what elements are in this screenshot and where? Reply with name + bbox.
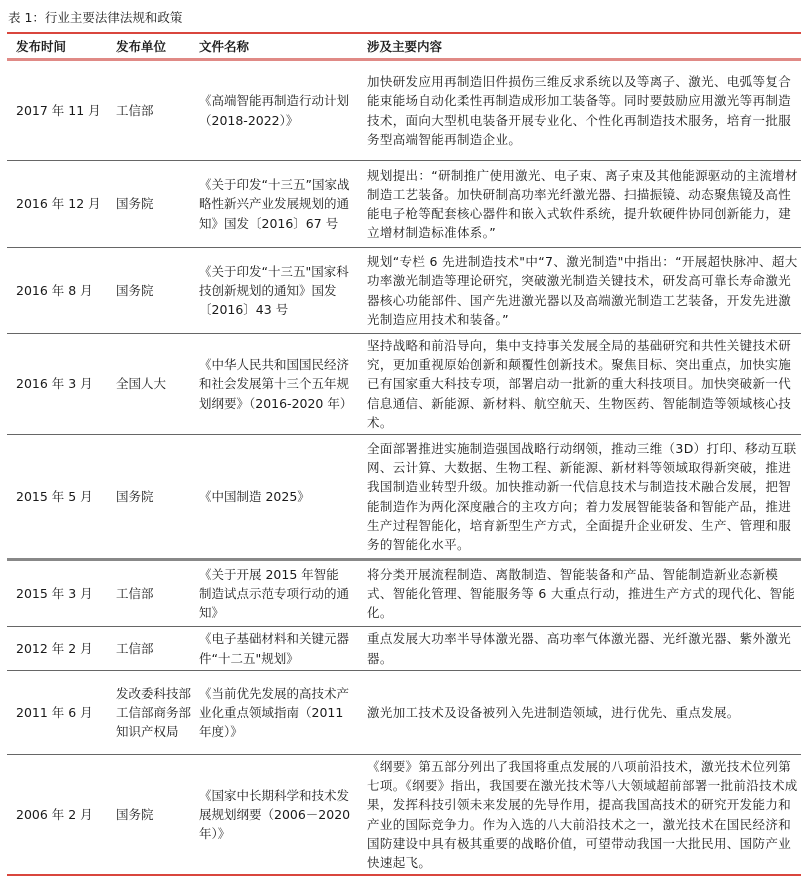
cell-content: 全面部署推进实施制造强国战略行动纲领，推动三维（3D）打印、移动互联网、云计算、大数据、生物工程、新能源、新材料等领域取得新突破，推进我国制造业转型升级。加快推动新一代信息技术与制造技术融合发展，把智能制造作为两化深度融合的主攻方向；着力发展智能装备和智能产品，推进生产过程智能化，培育新型生产方式，全面提升企业研发、生产、管理和服务的智能化水平。 xyxy=(367,440,797,552)
cell-issuer: 工信部 xyxy=(116,585,154,601)
cell-issuer: 国务院 xyxy=(116,488,154,504)
table-row xyxy=(7,671,801,755)
cell-title: 《关于印发“十三五"国家科技创新规划的通知》国发〔2016〕43 号 xyxy=(199,263,349,318)
cell-title: 《关于开展 2015 年智能制造试点示范专项行动的通知》 xyxy=(199,566,350,621)
table-row xyxy=(7,627,801,671)
cell-date: 2011 年 6 月 xyxy=(16,704,93,720)
cell-content: 将分类开展流程制造、离散制造、智能装备和产品、智能制造新业态新模式、智能化管理、智能服务等 6 大重点行动，推进生产方式的现代化、智能化。 xyxy=(367,566,796,621)
cell-date: 2016 年 8 月 xyxy=(16,282,93,298)
cell-date: 2016 年 3 月 xyxy=(16,376,93,392)
cell-content: 《纲要》第五部分列出了我国将重点发展的八项前沿技术，激光技术位列第七项。《纲要》指出，我国要在激光技术等八大领域超前部署一批前沿技术成果，发挥科技引领未来发展的先导作用，提高我国高技术的研究开发能力和产业的国际竞争力。作为入选的八大前沿技术之一，激光技术在国民经济和国防建设中具有极其重要的战略价值，可望带动我国一大批民用、国防产业快速起飞。 xyxy=(367,759,798,871)
cell-title: 《当前优先发展的高技术产业化重点领域指南（2011 年度）》 xyxy=(199,685,350,740)
table-row xyxy=(7,248,801,334)
policy-table xyxy=(7,32,801,876)
cell-issuer: 工信部 xyxy=(116,640,154,656)
header-issuer: 发布单位 xyxy=(116,39,167,54)
cell-content: 加快研发应用再制造旧件损伤三维反求系统以及等离子、激光、电弧等复合能束能场自动化柔性再制造成形加工装备等。同时要鼓励应用激光等再制造技术，面向大型机电装备开展专业化、个性化再制造技术服务，培育一批服务型高端智能再制造企业。 xyxy=(367,74,792,147)
cell-issuer: 国务院 xyxy=(116,196,154,212)
cell-date: 2015 年 3 月 xyxy=(16,585,93,601)
header-content: 涉及主要内容 xyxy=(367,39,443,54)
table-row xyxy=(7,560,801,627)
table-row xyxy=(7,334,801,435)
cell-title: 《中国制造 2025》 xyxy=(199,488,310,504)
cell-title: 《中华人民共和国国民经济和社会发展第十三个五年规划纲要》（2016-2020 年） xyxy=(199,357,353,411)
cell-issuer: 工信部 xyxy=(116,102,154,118)
cell-issuer: 国务院 xyxy=(116,807,154,823)
cell-title: 《高端智能再制造行动计划（2018-2022）》 xyxy=(199,93,350,128)
table-caption: 表 1：行业主要法律法规和政策 xyxy=(8,10,183,25)
table-row xyxy=(7,435,801,560)
cell-title: 《国家中长期科学和技术发展规划纲要（2006－2020 年）》 xyxy=(199,787,351,842)
table-row xyxy=(7,60,801,161)
cell-date: 2016 年 12 月 xyxy=(16,196,101,212)
table-header-row xyxy=(7,33,801,60)
cell-date: 2012 年 2 月 xyxy=(16,640,93,656)
cell-content: 规划提出：“研制推广使用激光、电子束、离子束及其他能源驱动的主流增材制造工艺装备。加快研制高功率光纤激光器、扫描振镜、动态聚焦镜及高性能电子枪等配套核心器件和嵌入式软件系统，提升软硬件协同创新能力，建立增材制造标准体系。” xyxy=(367,167,798,241)
header-title: 文件名称 xyxy=(199,39,250,54)
cell-issuer: 发改委科技部工信部商务部知识产权局 xyxy=(116,685,192,740)
cell-title: 《关于印发“十三五”国家战略性新兴产业发展规划的通知》国发〔2016〕67 号 xyxy=(199,177,350,231)
cell-date: 2015 年 5 月 xyxy=(16,488,93,504)
cell-content: 激光加工技术及设备被列入先进制造领域，进行优先、重点发展。 xyxy=(367,704,740,720)
cell-date: 2006 年 2 月 xyxy=(16,807,93,823)
cell-content: 规划“专栏 6 先进制造技术"中“7、激光制造"中指出：“开展超快脉冲、超大功率激光制造等理论研究，突破激光制造关键技术，研发高可靠长寿命激光器核心功能部件、国产先进激光器以及高端激光制造工艺装备，开发先进激光制造应用技术和装备。” xyxy=(367,254,798,327)
cell-issuer: 全国人大 xyxy=(116,376,167,392)
table-row xyxy=(7,161,801,248)
cell-date: 2017 年 11 月 xyxy=(16,102,101,118)
cell-content: 重点发展大功率半导体激光器、高功率气体激光器、光纤激光器、紫外激光器。 xyxy=(367,631,792,666)
cell-issuer: 国务院 xyxy=(116,282,154,298)
cell-title: 《电子基础材料和关键元器件“十二五"规划》 xyxy=(199,631,350,666)
header-date: 发布时间 xyxy=(16,39,67,54)
cell-content: 坚持战略和前沿导向，集中支持事关发展全局的基础研究和共性关键技术研究，更加重视原始创新和颠覆性创新技术。聚焦目标、突出重点，加快实施已有国家重大科技专项，部署启动一批新的重大科技项目。加快突破新一代信息通信、新能源、新材料、航空航天、生物医药、智能制造等领域核心技术。 xyxy=(367,338,792,430)
